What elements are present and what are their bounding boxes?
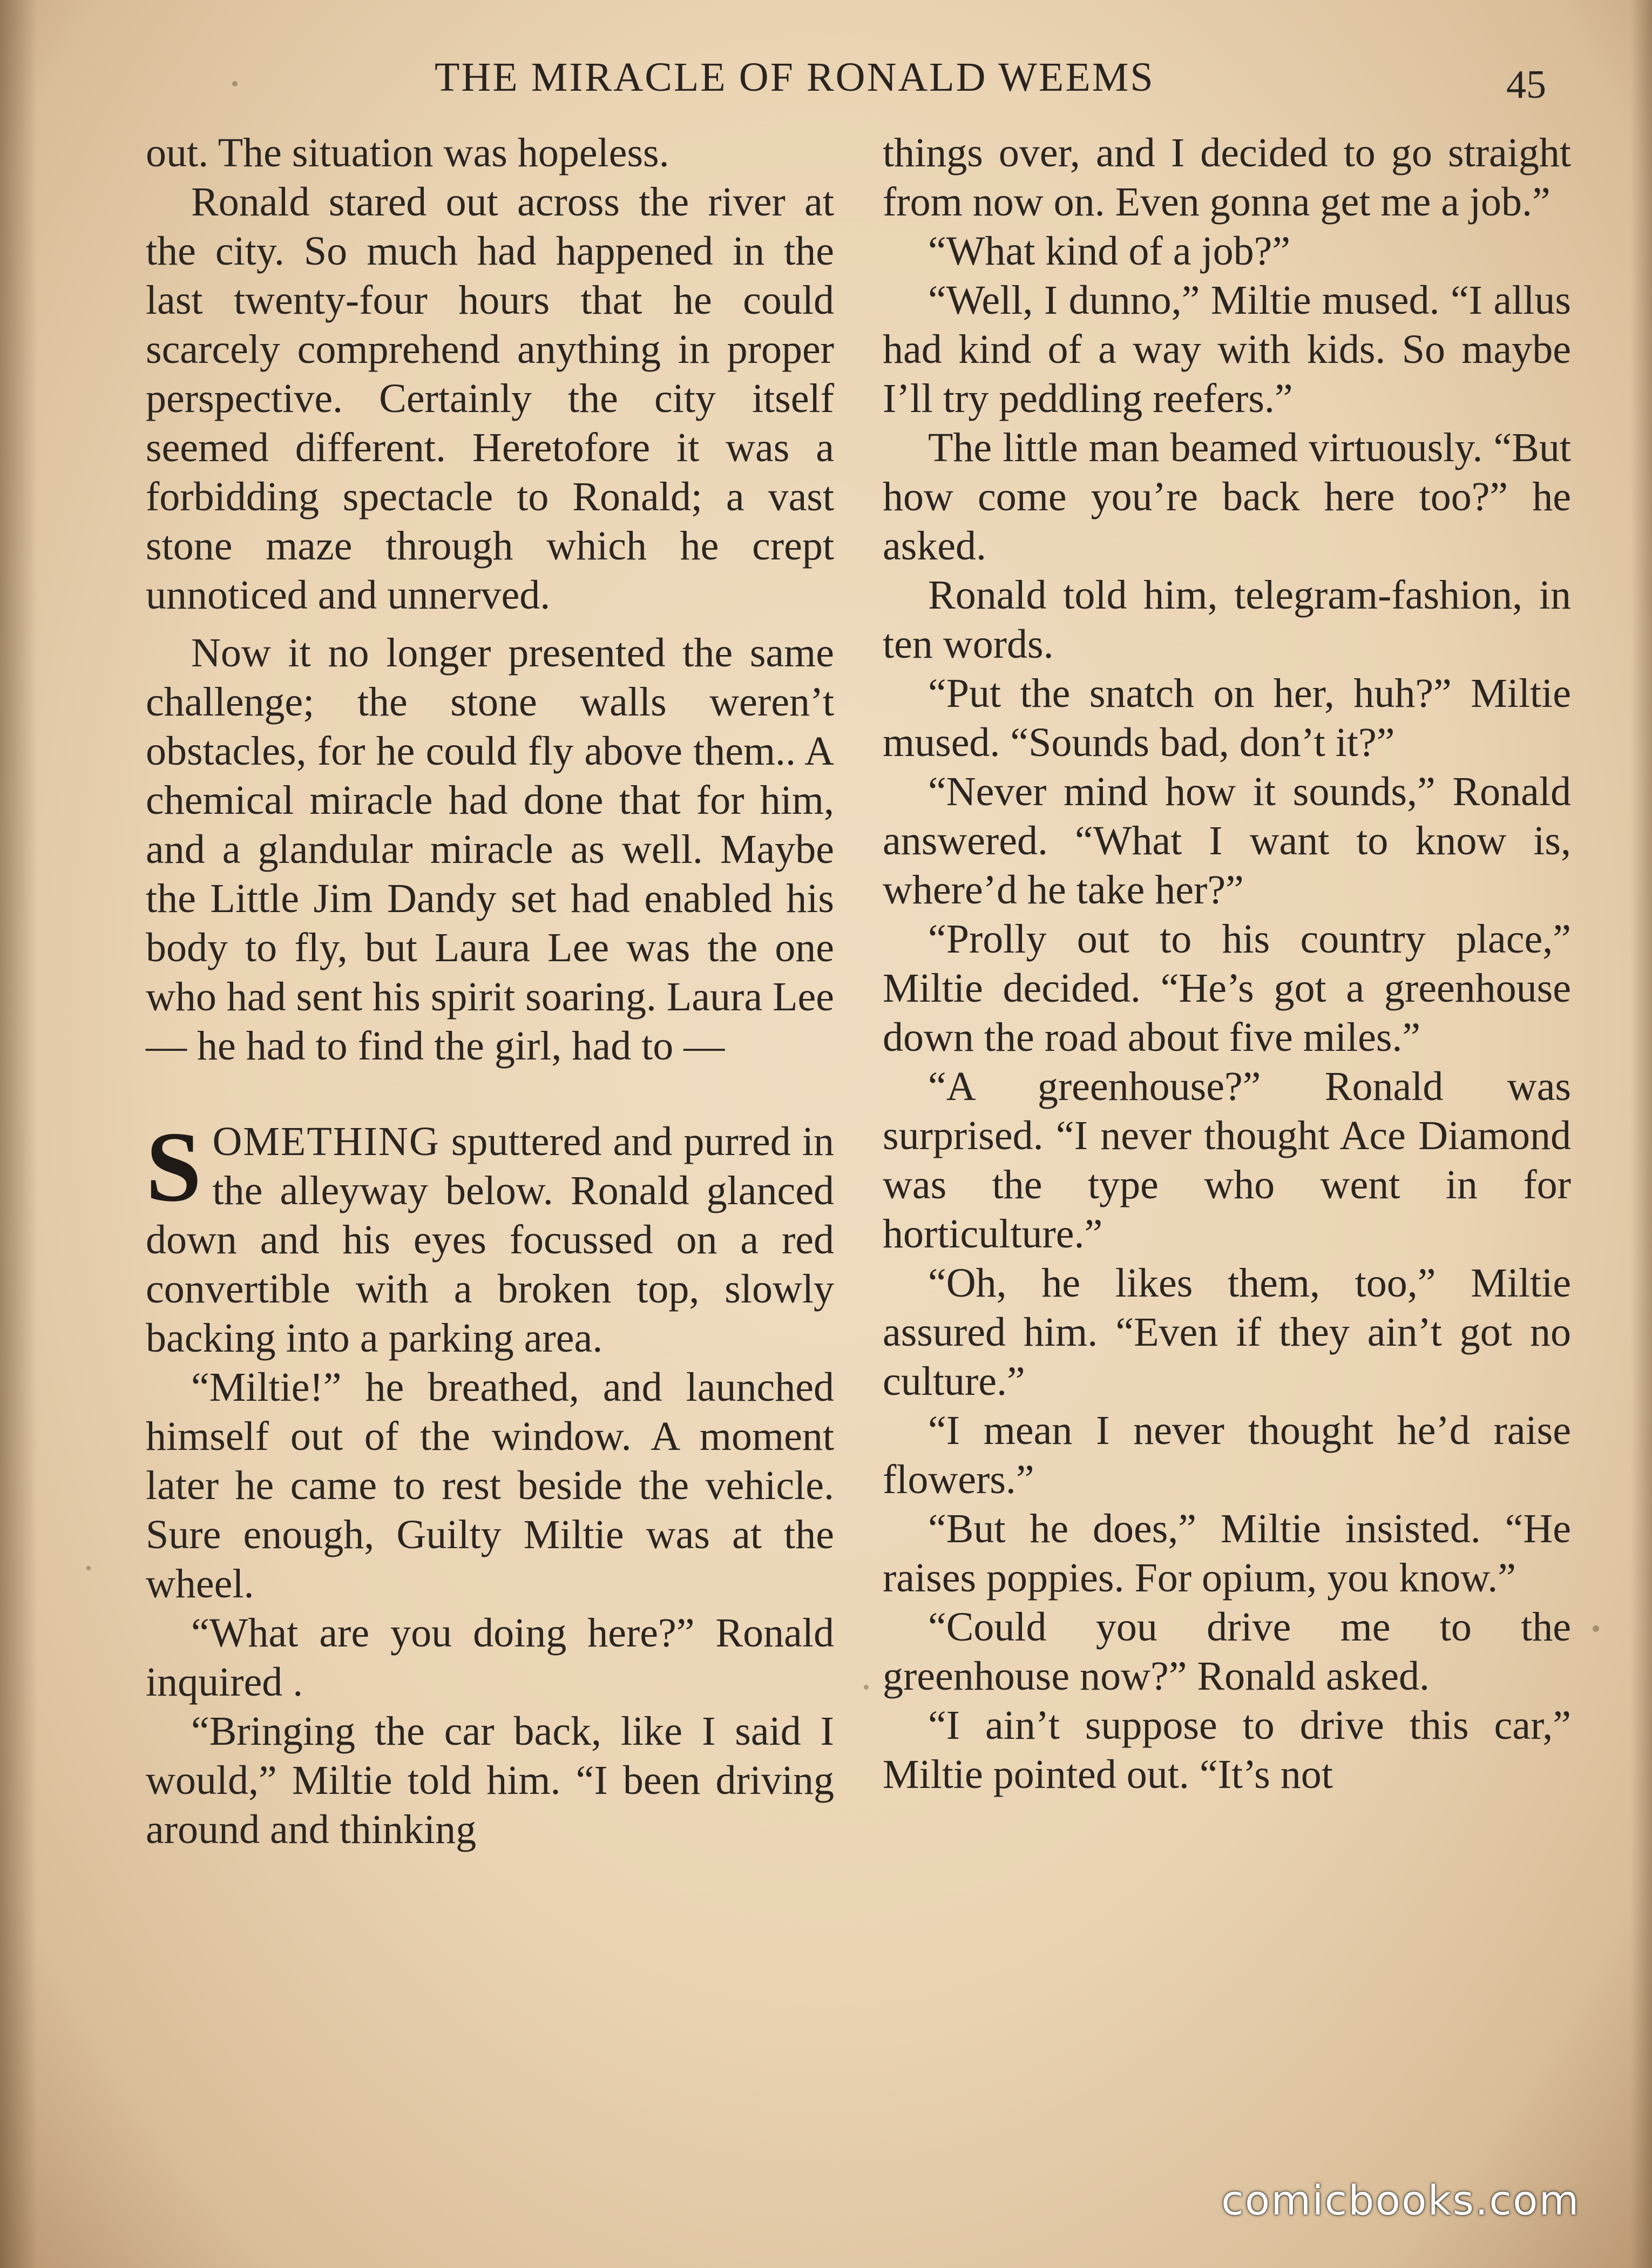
- paragraph: “What are you doing here?” Ronald inquired .: [146, 1610, 834, 1705]
- page-edge-shadow-left: [0, 0, 38, 2268]
- paragraph: out. The situation was hopeless.: [146, 130, 669, 176]
- paper-speck: [232, 81, 238, 86]
- section-opening-paragraph: [146, 1111, 834, 1363]
- paragraph: “Prolly out to his country place,” Miltie decided. “He’s got a greenhouse down the road about five miles.”: [883, 916, 1571, 1060]
- paragraph: “Could you drive me to the greenhouse now?” Ronald asked.: [883, 1604, 1571, 1699]
- paragraph: “I ain’t suppose to drive this car,” Miltie pointed out. “It’s not: [883, 1703, 1571, 1797]
- page-number: 45: [1506, 63, 1546, 107]
- paragraph: “Miltie!” he breathed, and launched himself out of the window. A moment later he came to rest beside the vehicle. Sure enough, Guilty Miltie was at the wheel.: [146, 1365, 834, 1606]
- paper-speck: [864, 1685, 869, 1690]
- paragraph: Now it no longer presented the same challenge; the stone walls weren’t obstacles, for he could fly above them.. A chemical miracle had done that for him, and a glandular miracle as well. Maybe the Little Jim Dandy set had enabled his body to fly, but Laura Lee was the one who had sent his spirit soaring. Laura Lee — he had to find the girl, had to —: [146, 630, 834, 1069]
- section-opening-text: sputtered and purred in the alleyway below. Ronald glanced down and his eyes focussed on a red convertible with a broken top, slowly backing into a parking area.: [146, 1119, 834, 1361]
- paragraph: “Well, I dunno,” Miltie mused. “I allus had kind of a way with kids. So maybe I’ll try peddling reefers.”: [883, 278, 1571, 421]
- paragraph: “Put the snatch on her, huh?” Miltie mused. “Sounds bad, don’t it?”: [883, 671, 1571, 765]
- paragraph: “A greenhouse?” Ronald was surprised. “I never thought Ace Diamond was the type who went in for horticulture.”: [883, 1064, 1571, 1257]
- paragraph: “Never mind how it sounds,” Ronald answered. “What I want to know is, where’d he take her?”: [883, 769, 1571, 913]
- page-edge-shadow-right: [1630, 0, 1652, 2268]
- drop-cap: S: [146, 1111, 202, 1223]
- paragraph: “Bringing the car back, like I said I would,” Miltie told him. “I been driving around and thinking: [146, 1709, 834, 1852]
- paragraph: Ronald stared out across the river at the city. So much had happened in the last twenty-four hours that he could scarcely comprehend anything in proper perspective. Certainly the city itself seemed different. Heretofore it was a forbidding spectacle to Ronald; a vast stone maze through which he crept unnoticed and unnerved.: [146, 179, 834, 618]
- left-column: [146, 129, 834, 1854]
- paragraph: Ronald told him, telegram-fashion, in ten words.: [883, 572, 1571, 667]
- running-head: THE MIRACLE OF RONALD WEEMS: [435, 55, 1155, 100]
- right-column: [883, 129, 1571, 1799]
- paper-speck: [86, 1566, 91, 1570]
- paragraph: “Oh, he likes them, too,” Miltie assured him. “Even if they ain’t got no culture.”: [883, 1260, 1571, 1404]
- paper-speck: [1593, 1625, 1599, 1632]
- paragraph: The little man beamed virtuously. “But how come you’re back here too?” he asked.: [883, 425, 1571, 569]
- section-caps-word: OMETHING: [212, 1119, 440, 1164]
- paragraph: “I mean I never thought he’d raise flowers.”: [883, 1408, 1571, 1502]
- paragraph: “But he does,” Miltie insisted. “He raises poppies. For opium, you know.”: [883, 1506, 1571, 1601]
- paragraph: things over, and I decided to go straight from now on. Even gonna get me a job.”: [883, 130, 1571, 225]
- paragraph: “What kind of a job?”: [928, 228, 1291, 274]
- watermark: comicbooks.com: [1221, 2176, 1580, 2224]
